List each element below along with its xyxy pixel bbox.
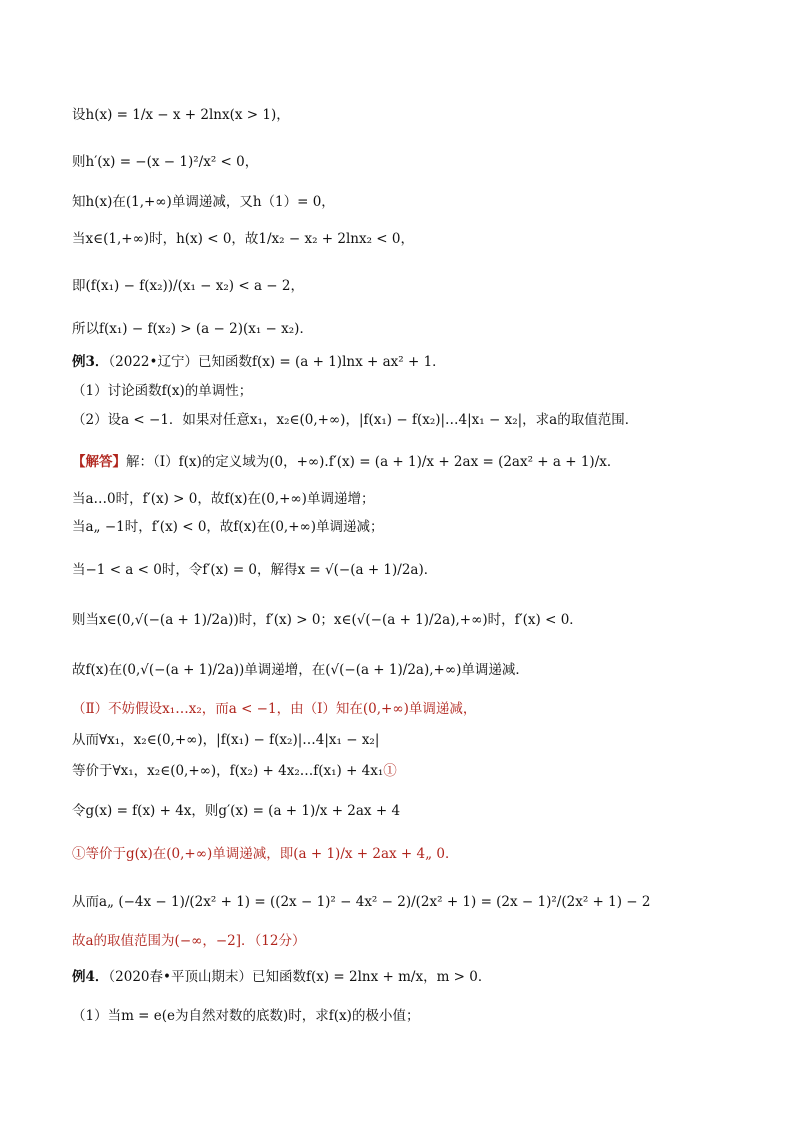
text-line: 则h′(x) = −(x − 1)²/x² < 0， — [72, 154, 259, 170]
text-line: 当−1 < a < 0时，令f′(x) = 0，解得x = √(−(a + 1)/2a)． — [72, 562, 438, 578]
text-line: 当a„ −1时，f′(x) < 0，故f(x)在(0,+∞)单调递减； — [72, 519, 384, 535]
circled-one-marker: ① — [383, 763, 397, 779]
example-heading — [72, 353, 734, 371]
solution-text: f(x)的定义域为(0，+∞).f′(x) = (a + 1)/x + 2ax = (2ax² + a + 1)/x． — [178, 454, 621, 470]
example-heading — [72, 968, 734, 986]
example-text: （2022•辽宁）已知函数f(x) = (a + 1)lnx + ax² + 1． — [108, 354, 446, 370]
text-line: 故f(x)在(0,√(−(a + 1)/2a))单调递增，在(√(−(a + 1)/2a),+∞)单调递减． — [72, 662, 529, 678]
text-line: 所以f(x₁) − f(x₂) > (a − 2)(x₁ − x₂)． — [72, 321, 313, 337]
example-label: 例4． — [72, 969, 109, 985]
text-line: 则当x∈(0,√(−(a + 1)/2a))时，f′(x) > 0；x∈(√(−(a + 1)/2a),+∞)时，f′(x) < 0． — [72, 612, 583, 628]
solution-heading — [72, 453, 734, 471]
text-line: 即(f(x₁) − f(x₂))/(x₁ − x₂) < a − 2， — [72, 278, 304, 294]
text-line: （2）设a < −1．如果对任意x₁，x₂∈(0,+∞)，|f(x₁) − f(x₂)|…4|x₁ − x₂|，求a的取值范围． — [72, 412, 639, 428]
text-line: 当a…0时，f′(x) > 0，故f(x)在(0,+∞)单调递增； — [72, 491, 375, 507]
text-line: 令g(x) = f(x) + 4x，则g′(x) = (a + 1)/x + 2ax + 4 — [72, 803, 401, 819]
text-line — [72, 762, 734, 780]
solution-label: 【解答】 — [72, 454, 126, 470]
text-line: 故a的取值范围为(−∞，−2]．（12分） — [72, 933, 306, 949]
text-line: （Ⅱ）不妨假设x₁…x₂，而a < −1，由（Ⅰ）知在(0,+∞)单调递减， — [72, 701, 477, 717]
example-label: 例3． — [72, 354, 109, 370]
text-line: （1）讨论函数f(x)的单调性； — [72, 383, 253, 399]
text-line: 从而a„ (−4x − 1)/(2x² + 1) = ((2x − 1)² − 4x² − 2)/(2x² + 1) = (2x − 1)²/(2x² + 1) − 2 — [72, 894, 651, 910]
text-line: 当x∈(1,+∞)时，h(x) < 0，故1/x₂ − x₂ + 2lnx₂ < 0， — [72, 231, 414, 247]
text-line: （1）当m = e(e为自然对数的底数)时，求f(x)的极小值； — [72, 1008, 420, 1024]
example-text: （2020春•平顶山期末）已知函数f(x) = 2lnx + m/x，m > 0． — [108, 969, 492, 985]
text-line: ①等价于g(x)在(0,+∞)单调递减，即(a + 1)/x + 2ax + 4„ 0． — [72, 846, 459, 862]
text-line: 从而∀x₁，x₂∈(0,+∞)，|f(x₁) − f(x₂)|…4|x₁ − x₂| — [72, 732, 380, 748]
text-line: 设h(x) = 1/x − x + 2lnx(x > 1)， — [72, 107, 290, 123]
equivalence-text: 等价于∀x₁，x₂∈(0,+∞)，f(x₂) + 4x₂…f(x₁) + 4x₁ — [72, 763, 384, 779]
text-line: 知h(x)在(1,+∞)单调递减，又h（1）= 0， — [72, 194, 335, 210]
solution-part-label: 解：（Ⅰ） — [126, 454, 179, 470]
